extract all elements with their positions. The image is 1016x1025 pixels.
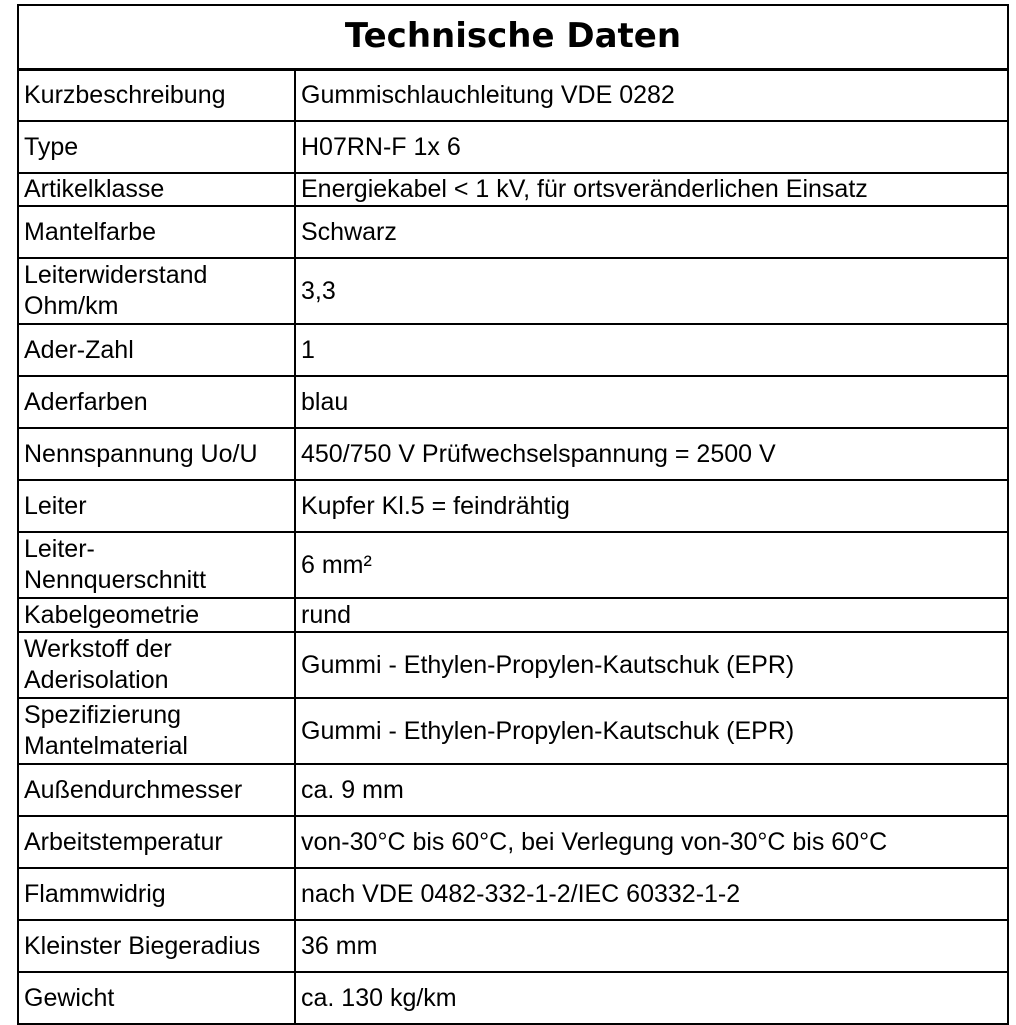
row-value-gewicht: ca. 130 kg/km bbox=[295, 972, 1008, 1024]
table-row bbox=[18, 868, 1008, 920]
row-value-kurzbeschreibung: Gummischlauchleitung VDE 0282 bbox=[295, 69, 1008, 121]
table-row bbox=[18, 121, 1008, 173]
row-value-arbeitstemperatur: von-30°C bis 60°C, bei Verlegung von-30°C bis 60°C bbox=[295, 816, 1008, 868]
row-value-ader-zahl: 1 bbox=[295, 324, 1008, 376]
table-row bbox=[18, 920, 1008, 972]
row-value-mantelmaterial: Gummi - Ethylen-Propylen-Kautschuk (EPR) bbox=[295, 698, 1008, 764]
row-value-type: H07RN-F 1x 6 bbox=[295, 121, 1008, 173]
table-row bbox=[18, 258, 1008, 324]
row-label-mantelmaterial: Spezifizierung Mantelmaterial bbox=[18, 698, 295, 764]
row-label-ader-zahl: Ader-Zahl bbox=[18, 324, 295, 376]
row-value-mantelfarbe: Schwarz bbox=[295, 206, 1008, 258]
table-row bbox=[18, 480, 1008, 532]
row-value-leiter: Kupfer Kl.5 = feindrähtig bbox=[295, 480, 1008, 532]
row-label-mantelfarbe: Mantelfarbe bbox=[18, 206, 295, 258]
row-label-type: Type bbox=[18, 121, 295, 173]
table-row bbox=[18, 598, 1008, 632]
table-row bbox=[18, 173, 1008, 206]
row-value-aderfarben: blau bbox=[295, 376, 1008, 428]
row-value-nennspannung: 450/750 V Prüfwechselspannung = 2500 V bbox=[295, 428, 1008, 480]
row-value-aderisolation: Gummi - Ethylen-Propylen-Kautschuk (EPR) bbox=[295, 632, 1008, 698]
row-label-aussendurchmesser: Außendurchmesser bbox=[18, 764, 295, 816]
row-label-artikelklasse: Artikelklasse bbox=[18, 173, 295, 206]
row-label-kabelgeometrie: Kabelgeometrie bbox=[18, 598, 295, 632]
row-label-arbeitstemperatur: Arbeitstemperatur bbox=[18, 816, 295, 868]
row-label-kurzbeschreibung: Kurzbeschreibung bbox=[18, 69, 295, 121]
table-row bbox=[18, 376, 1008, 428]
table-row bbox=[18, 206, 1008, 258]
row-value-kabelgeometrie: rund bbox=[295, 598, 1008, 632]
table-row bbox=[18, 632, 1008, 698]
table-row bbox=[18, 764, 1008, 816]
row-label-aderfarben: Aderfarben bbox=[18, 376, 295, 428]
table-row bbox=[18, 324, 1008, 376]
table-title-row bbox=[18, 5, 1008, 69]
technical-data-table bbox=[17, 4, 1009, 1025]
row-label-gewicht: Gewicht bbox=[18, 972, 295, 1024]
table-row bbox=[18, 69, 1008, 121]
row-label-leiterwiderstand: Leiterwiderstand Ohm/km bbox=[18, 258, 295, 324]
row-label-nennspannung: Nennspannung Uo/U bbox=[18, 428, 295, 480]
row-label-nennquerschnitt: Leiter- Nennquerschnitt bbox=[18, 532, 295, 598]
row-value-nennquerschnitt: 6 mm² bbox=[295, 532, 1008, 598]
table-row bbox=[18, 532, 1008, 598]
table-row bbox=[18, 428, 1008, 480]
row-value-biegeradius: 36 mm bbox=[295, 920, 1008, 972]
row-label-biegeradius: Kleinster Biegeradius bbox=[18, 920, 295, 972]
row-label-aderisolation: Werkstoff der Aderisolation bbox=[18, 632, 295, 698]
table-row bbox=[18, 698, 1008, 764]
row-value-leiterwiderstand: 3,3 bbox=[295, 258, 1008, 324]
row-label-leiter: Leiter bbox=[18, 480, 295, 532]
table-row bbox=[18, 816, 1008, 868]
row-value-flammwidrig: nach VDE 0482-332-1-2/IEC 60332-1-2 bbox=[295, 868, 1008, 920]
table-row bbox=[18, 972, 1008, 1024]
row-value-artikelklasse: Energiekabel < 1 kV, für ortsveränderlichen Einsatz bbox=[295, 173, 1008, 206]
row-label-flammwidrig: Flammwidrig bbox=[18, 868, 295, 920]
table-title: Technische Daten bbox=[18, 5, 1008, 69]
row-value-aussendurchmesser: ca. 9 mm bbox=[295, 764, 1008, 816]
